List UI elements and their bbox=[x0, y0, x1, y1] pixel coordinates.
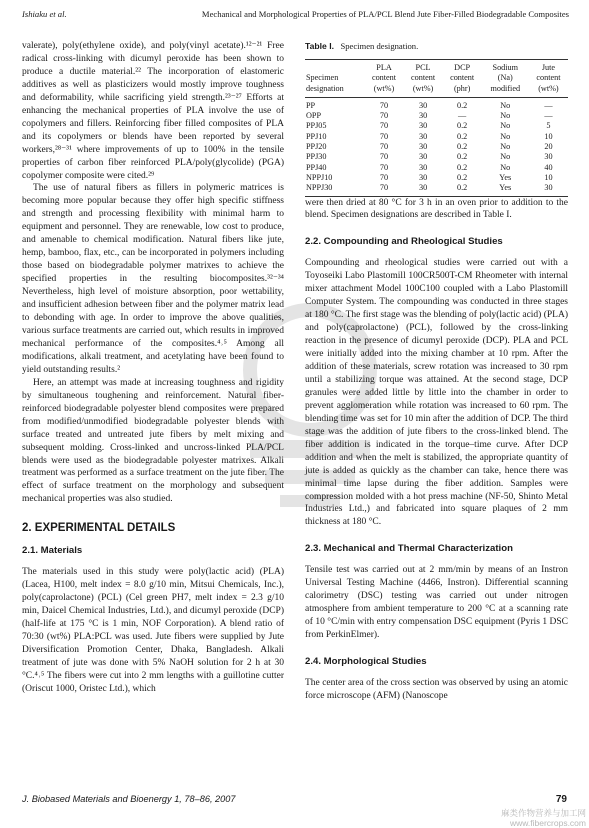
table-cell: 10 bbox=[544, 131, 553, 141]
mechanical-paragraph: Tensile test was carried out at 2 mm/min by means of an Instron Universal Testing Machine (4466, Instron). Differential scanning calorimetry (DSC) testing was carried out under nitrogen atmosphere from ambient temperature to 200 °C at a scanning rate of 10 °C/min with entry compensation DSC equipment (Pyris 1 DSC from PerkinElmer). bbox=[305, 565, 568, 641]
materials-paragraph: The materials used in this study were poly(lactic acid) (PLA) (Lacea, H100, melt index = 8.0 g/10 min, Mitsui Chemicals, Inc.), poly(caprolactone) (PCL) (Cel green PH7, melt index = 2.3 g/10 min, Daicel Chemical Industries, Ltd.), and dicumyl peroxide (DCP) (half-life at 175 °C is 1 min, NOF Corporation). A blend ratio of 70:30 (wt%) PLA:PCL was used. Jute fibers were supplied by Jute Diversification Promotion Center, Dhaka, Bangladesh. Alkali treatment of jute was done with 5% NaOH solution for 2 h at 30 °C.⁴˒⁵ The fibers were cut into 2 mm lengths with a guillotine cutter (Oriscut 1000, Oristec Ltd.), which bbox=[22, 567, 284, 694]
table-cell: 70 bbox=[379, 121, 389, 131]
table-cell: 70 bbox=[379, 100, 389, 110]
table-cell: 70 bbox=[379, 131, 389, 141]
site-watermark bbox=[456, 808, 586, 828]
table-cell: PPJ30 bbox=[306, 152, 327, 162]
table-cell: 30 bbox=[418, 162, 428, 172]
table-cell: OPP bbox=[306, 111, 322, 121]
table-row bbox=[305, 121, 568, 131]
table-row bbox=[305, 97, 568, 111]
table-cell: 30 bbox=[418, 142, 428, 152]
subsection-heading: 2.2. Compounding and Rheological Studies bbox=[305, 236, 503, 248]
table-row bbox=[305, 183, 568, 196]
page-number: 79 bbox=[555, 794, 567, 805]
table-caption bbox=[305, 40, 568, 53]
running-header bbox=[22, 9, 569, 23]
table-cell: PPJ40 bbox=[306, 162, 327, 172]
table-cell: NPPJ30 bbox=[305, 183, 364, 196]
table-cell: 5 bbox=[546, 121, 551, 131]
table-cell: 0.2 bbox=[457, 131, 468, 141]
table-row bbox=[305, 142, 568, 152]
table-cell: 30 bbox=[418, 100, 428, 110]
table-cell: 0.2 bbox=[443, 183, 482, 196]
intro-paragraph: valerate), poly(ethylene oxide), and poly(vinyl acetate).¹²⁻²¹ Free radical cross-linking with dicumyl peroxide has been shown to produce a ductile material.²² The incorporation of elastomeric additives as well as plasticizers would mostly improve toughness and deformability, while sacrificing yield strength.²³⁻²⁷ Efforts at enhancing the mechanical properties of PLA involve the use of copolymers and fillers. Reinforcing fiber filled composites of PLA and its copolymers or blends have been reported by several workers,²⁸⁻³¹ where improvements of up to 100% in the tensile properties of carbon fiber reinforced PLA/poly(glycolide) (PGA) copolymer composite were cited.²⁹ bbox=[22, 41, 284, 181]
table-cell: No bbox=[500, 162, 511, 172]
table-cell: 0.2 bbox=[457, 172, 468, 182]
table-cell: Yes bbox=[482, 183, 529, 196]
section-heading: 2. EXPERIMENTAL DETAILS bbox=[22, 522, 176, 535]
table-cell: PPJ05 bbox=[306, 121, 327, 131]
table-header-row bbox=[305, 59, 568, 97]
table-cell: 70 bbox=[379, 142, 389, 152]
table-cell: 70 bbox=[364, 183, 403, 196]
table-cell: No bbox=[500, 152, 511, 162]
table-cell: PP bbox=[306, 100, 316, 110]
footer-journal: J. Biobased Materials and Bioenergy 1, 78–86, 2007 bbox=[22, 794, 236, 804]
table-cell: 70 bbox=[379, 172, 389, 182]
watermark-url: www.fibercrops.com bbox=[509, 818, 586, 828]
table-cell: 30 bbox=[418, 172, 428, 182]
specimen-table bbox=[305, 59, 568, 197]
column-header: Sodium (Na) modified bbox=[482, 59, 529, 97]
table-cell: No bbox=[500, 142, 511, 152]
table-cell: — bbox=[458, 111, 467, 121]
right-column bbox=[305, 40, 568, 703]
table-cell: No bbox=[500, 131, 511, 141]
table-cell: PPJ10 bbox=[306, 131, 327, 141]
table-cell: — bbox=[544, 111, 553, 121]
intro-paragraph: Here, an attempt was made at increasing toughness and rigidity by simultaneous toughening and reinforcement. Natural fiber-reinforced biodegradable polyester blend composites were prepared from modified/unmodified biodegradable polyester blends with surface treated and untreated jute fibers by melt mixing and subsequent molding. Cross-linked and uncross-linked PLA/PCL blends were used as the biodegradable polyester matrixes. Alkali treatment was performed as a surface treatment on the jute fiber. The effect of surface treatment on the morphology and subsequent mechanical properties was also studied. bbox=[22, 377, 284, 505]
column-header: PLA content (wt%) bbox=[364, 59, 403, 97]
table-cell: 30 bbox=[418, 111, 428, 121]
table-cell: 70 bbox=[379, 152, 389, 162]
subsection-heading: 2.3. Mechanical and Thermal Characterization bbox=[305, 543, 513, 555]
intro-paragraph: The use of natural fibers as fillers in polymeric matrices is becoming more popular because they offer high specific stiffness and strength and processing flexibility with minimal harm to equipment and personnel. They are renewable, low cost to produce, and amenable to chemical modification. Natural fibers like jute, hemp, bamboo, flax, etc., can be incorporated in polymers including those based on biodegradable polymer matrixes to achieve the specified properties in the resulting biocomposites.³²⁻³⁴ Nevertheless, high level of moisture absorption, poor wettability, and insufficient adhesion between fiber and the polymer matrix lead to debonding with age. In order to improve the above qualities, various surface treatments are carried out, which results in improved mechanical performance of the composites.⁴˒⁵ Among all modifications, alkali treatment, and acetylating have been found to yield outstanding results.² bbox=[22, 183, 284, 375]
header-title: Mechanical and Morphological Properties of PLA/PCL Blend Jute Fiber-Filled Biodegradable Composites bbox=[201, 9, 569, 19]
body-paragraph: were then dried at 80 °C for 3 h in an oven prior to addition to the blend. Specimen designations are described in Table I. bbox=[305, 197, 568, 221]
header-author: Ishiaku et al. bbox=[22, 9, 67, 19]
table-cell: 30 bbox=[529, 183, 568, 196]
table-cell: 0.2 bbox=[457, 142, 468, 152]
table-cell: 0.2 bbox=[457, 121, 468, 131]
table-cell: 0.2 bbox=[457, 100, 468, 110]
table-row bbox=[305, 132, 568, 142]
table-cell: 10 bbox=[544, 172, 553, 182]
watermark-text: 麻类作物营养与加工网 bbox=[500, 808, 586, 818]
table-cell: 0.2 bbox=[457, 152, 468, 162]
table-cell: 20 bbox=[544, 142, 553, 152]
column-header: Jute content (wt%) bbox=[529, 59, 568, 97]
table-caption-text: Specimen designation. bbox=[340, 41, 419, 51]
table-caption-label: Table I. bbox=[305, 41, 334, 51]
table-cell: No bbox=[500, 121, 511, 131]
table-cell: Yes bbox=[499, 172, 512, 182]
table-cell: No bbox=[500, 111, 511, 121]
compounding-paragraph: Compounding and rheological studies were carried out with a Toyoseiki Labo Plastomill 100CR500T-CM Rheometer with internal mixer attachment Model 100C100 coupled with a Labo Plastomill Computer System. The compounding was conducted in three stages at 180 °C. The first stage was the blending of poly(lactic acid) (PLA) and poly(caprolactone) (PCL), followed by the cross-linking reaction in the presence of dicumyl peroxide (DCP). PLA and PCL were initially added into the mixing chamber at 10 rpm. After the addition of these materials, screw rotation was increased to 30 rpm until a stabilizing torque was attained. At the second stage, DCP granules were added little by little into the chamber in order to prevent agglomeration while rotation was increased to 60 rpm. The blending time was set for 10 min after the addition of DCP. The third stage was the addition of jute fibers to the cross-linked blend. The fiber addition is indicated in the torque–time curve. After DCP addition and when the melt is stabilized, the appropriate quantity of jute is added as quickly as the chamber can take, hence there was minimal time lapse during the fiber addition. Samples were compression molded with a hot press machine (NF-50, Shinto Metal Industries Ltd.,) and fabricated into square plaques of 2 mm thickness at 180 °C. bbox=[305, 258, 568, 528]
table-row bbox=[305, 152, 568, 162]
left-column bbox=[22, 40, 284, 696]
table-row bbox=[305, 163, 568, 173]
column-header: PCL content (wt%) bbox=[404, 59, 443, 97]
subsection-heading: 2.1. Materials bbox=[22, 545, 83, 557]
table-cell: 30 bbox=[544, 152, 553, 162]
table-cell: 70 bbox=[379, 111, 389, 121]
table-cell: 0.2 bbox=[457, 162, 468, 172]
table-cell: 30 bbox=[418, 152, 428, 162]
table-cell: 40 bbox=[544, 162, 553, 172]
column-header: Specimen designation bbox=[305, 59, 364, 97]
table-cell: — bbox=[544, 100, 553, 110]
subsection-heading: 2.4. Morphological Studies bbox=[305, 656, 427, 668]
table-row bbox=[305, 173, 568, 183]
morphology-paragraph: The center area of the cross section was observed by using an atomic force microscope (AFM) (Nanoscope bbox=[305, 678, 568, 701]
table-cell: PPJ20 bbox=[306, 142, 327, 152]
table-cell: 30 bbox=[418, 121, 428, 131]
table-cell: No bbox=[500, 100, 511, 110]
table-cell: NPPJ10 bbox=[306, 172, 333, 182]
table-row bbox=[305, 111, 568, 121]
table-cell: 70 bbox=[379, 162, 389, 172]
table-cell: 30 bbox=[404, 183, 443, 196]
column-header: DCP content (phr) bbox=[443, 59, 482, 97]
table-cell: 30 bbox=[418, 131, 428, 141]
